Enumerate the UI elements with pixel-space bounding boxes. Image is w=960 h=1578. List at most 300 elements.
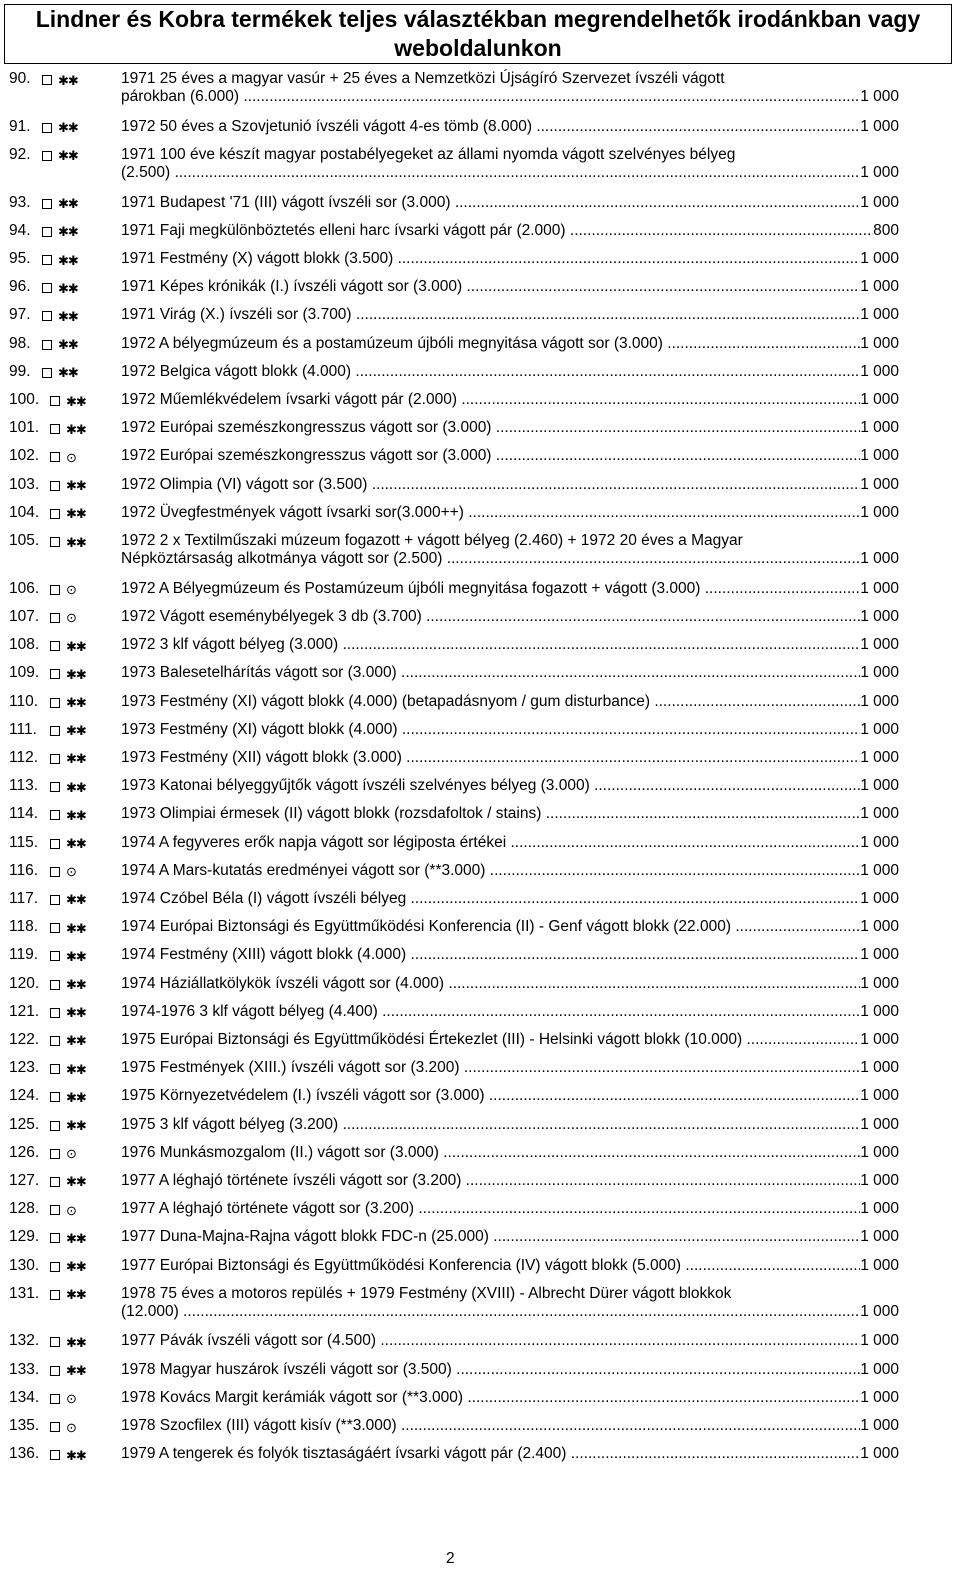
item-marks [50, 865, 76, 879]
item-text: 1975 3 klf vágott bélyeg (3.200) [121, 1115, 339, 1133]
double-asterisk-mint-icon: ✱✱ [66, 534, 86, 550]
page-number: 2 [446, 1550, 455, 1567]
item-price: 1 000 [860, 918, 899, 936]
item-description [121, 1059, 899, 1077]
item-marks [50, 978, 86, 992]
order-checkbox[interactable] [50, 1394, 60, 1404]
item-marks [42, 309, 78, 323]
double-asterisk-mint-icon: ✱✱ [66, 1118, 86, 1133]
item-price: 1 000 [860, 607, 899, 625]
order-checkbox[interactable] [50, 1262, 60, 1272]
dot-leader [183, 1303, 860, 1321]
order-checkbox[interactable] [50, 1149, 60, 1159]
item-description [121, 70, 899, 106]
item-description [121, 777, 899, 795]
item-price: 1 000 [860, 1171, 899, 1189]
item-marks [50, 837, 86, 851]
item-number: 126. [9, 1143, 40, 1161]
order-checkbox[interactable] [42, 123, 52, 133]
double-asterisk-mint-icon: ✱✱ [66, 807, 86, 823]
order-checkbox[interactable] [50, 698, 60, 708]
order-checkbox[interactable] [50, 754, 60, 764]
item-price: 1 000 [860, 1002, 899, 1020]
double-asterisk-mint-icon: ✱✱ [66, 1061, 86, 1077]
dot-leader [685, 1257, 860, 1275]
dot-leader [455, 194, 860, 212]
item-marks [50, 1420, 76, 1434]
item-description [121, 1144, 899, 1162]
item-text: 1973 Festmény (XII) vágott blokk (3.000) [121, 748, 402, 766]
order-checkbox[interactable] [50, 613, 60, 623]
dot-leader [401, 1417, 860, 1435]
item-marks [50, 611, 76, 625]
order-checkbox[interactable] [42, 340, 52, 350]
double-asterisk-mint-icon: ✱✱ [66, 638, 86, 654]
item-description [121, 419, 899, 437]
order-checkbox[interactable] [50, 980, 60, 990]
dot-leader [654, 693, 860, 711]
item-number: 98. [9, 334, 31, 352]
header-banner [4, 4, 952, 64]
item-description [121, 1257, 899, 1275]
item-text: 1972 Vágott eseménybélyegek 3 db (3.700) [121, 607, 422, 625]
order-checkbox[interactable] [50, 537, 60, 547]
item-description [121, 1389, 899, 1407]
item-price: 1 000 [860, 1200, 899, 1218]
item-text: 1974-1976 3 klf vágott bélyeg (4.400) [121, 1002, 378, 1020]
item-price: 1 000 [860, 1302, 899, 1320]
double-asterisk-mint-icon: ✱✱ [58, 337, 78, 353]
circled-dot-used-icon: ⊙ [66, 1202, 76, 1218]
item-number: 108. [9, 636, 40, 654]
item-text: 1971 Faji megkülönböztetés elleni harc ívsarki vágott pár (2.000) [121, 221, 566, 239]
item-price: 1 000 [860, 946, 899, 964]
item-price: 1 000 [860, 503, 899, 521]
dot-leader [382, 1003, 860, 1021]
double-asterisk-mint-icon: ✱✱ [66, 478, 86, 494]
item-text: 1972 Európai szemészkongresszus vágott sor (3.000) [121, 419, 492, 437]
item-marks [50, 949, 86, 963]
dot-leader [493, 1228, 860, 1246]
item-description [121, 391, 899, 409]
item-description [121, 194, 899, 212]
double-asterisk-mint-icon: ✱✱ [66, 836, 86, 851]
order-checkbox[interactable] [50, 1036, 60, 1046]
item-marks [42, 225, 78, 239]
order-checkbox[interactable] [50, 1092, 60, 1102]
double-asterisk-mint-icon: ✱✱ [66, 920, 86, 936]
double-asterisk-mint-icon: ✱✱ [58, 280, 78, 296]
order-checkbox[interactable] [50, 810, 60, 820]
item-marks [50, 535, 86, 549]
item-number: 132. [9, 1332, 40, 1350]
double-asterisk-mint-icon: ✱✱ [66, 1363, 86, 1379]
dot-leader [746, 1031, 860, 1049]
item-number: 107. [9, 607, 40, 625]
item-number: 116. [9, 861, 39, 879]
item-marks [42, 253, 78, 267]
item-text: 1974 Czóbel Béla (I) vágott ívszéli bélyeg [121, 889, 407, 907]
item-text: 1973 Festmény (XI) vágott blokk (4.000) (betapadásnyom / gum disturbance) [121, 692, 650, 710]
order-checkbox[interactable] [42, 255, 52, 265]
order-checkbox[interactable] [50, 481, 60, 491]
item-description [121, 1003, 899, 1021]
double-asterisk-mint-icon: ✱✱ [66, 393, 86, 409]
order-checkbox[interactable] [50, 1121, 60, 1131]
item-number: 120. [9, 974, 40, 992]
item-description [121, 363, 899, 381]
order-checkbox[interactable] [50, 1205, 60, 1215]
item-text: 1978 Magyar huszárok ívszéli vágott sor (3.500) [121, 1360, 452, 1378]
item-description [121, 636, 899, 654]
item-number: 101. [9, 419, 40, 437]
item-text: Népköztársaság alkotmánya vágott sor (2.500) [121, 550, 443, 567]
order-checkbox[interactable] [50, 726, 60, 736]
dot-leader [467, 1389, 860, 1407]
item-marks [50, 893, 86, 907]
item-text: 1973 Balesetelhárítás vágott sor (3.000) [121, 664, 397, 682]
item-description [121, 1361, 899, 1379]
order-checkbox[interactable] [50, 895, 60, 905]
item-price: 800 [873, 221, 899, 239]
item-number: 130. [9, 1256, 40, 1274]
double-asterisk-mint-icon: ✱✱ [66, 948, 86, 964]
item-description [121, 890, 899, 908]
item-marks [50, 450, 76, 464]
item-description [121, 278, 899, 296]
item-number: 136. [9, 1445, 40, 1463]
item-description [121, 946, 899, 964]
item-number: 121. [9, 1002, 40, 1020]
item-price: 1 000 [860, 1417, 899, 1434]
item-text: 1972 Európai szemészkongresszus vágott sor (3.000) [121, 447, 492, 465]
item-price: 1 000 [860, 1030, 899, 1048]
item-description [121, 1200, 899, 1218]
item-price: 1 000 [860, 391, 899, 408]
dot-leader [356, 306, 860, 324]
item-marks [50, 1448, 86, 1462]
item-price: 1 000 [860, 1228, 899, 1246]
double-asterisk-mint-icon: ✱✱ [66, 1287, 86, 1303]
item-number: 127. [9, 1171, 40, 1189]
dot-leader [243, 88, 860, 106]
item-number: 113. [9, 777, 39, 795]
dot-leader [401, 664, 860, 682]
item-text: 1974 A Mars-kutatás eredményei vágott sor (**3.000) [121, 861, 486, 879]
item-description [121, 580, 899, 598]
order-checkbox[interactable] [42, 227, 52, 237]
item-number: 122. [9, 1030, 40, 1048]
item-description [121, 306, 899, 324]
item-number: 92. [9, 145, 31, 163]
item-description [121, 805, 899, 823]
dot-leader [536, 118, 860, 136]
item-text: 1971 Virág (X.) ívszéli sor (3.700) [121, 306, 352, 324]
item-text: 1971 Budapest '71 (III) vágott ívszéli sor (3.000) [121, 193, 451, 211]
item-text: 1977 A léghajó története ívszéli vágott sor (3.200) [121, 1171, 462, 1189]
order-checkbox[interactable] [50, 867, 60, 877]
item-price: 1 000 [860, 550, 899, 567]
order-checkbox[interactable] [50, 1290, 60, 1300]
dot-leader [342, 636, 860, 654]
dot-leader [735, 918, 860, 936]
item-description [121, 1417, 899, 1435]
dot-leader [380, 1332, 860, 1350]
item-price: 1 000 [860, 306, 899, 324]
item-text: 1978 Szocfilex (III) vágott kisív (**3.000) [121, 1417, 397, 1434]
double-asterisk-mint-icon: ✱✱ [66, 723, 86, 739]
item-text: 1972 A bélyegmúzeum és a postamúzeum újbóli megnyitása vágott sor (3.000) [121, 334, 663, 352]
dot-leader [426, 608, 860, 626]
item-price: 1 000 [860, 1115, 899, 1133]
dot-leader [406, 749, 860, 767]
item-number: 110. [9, 692, 39, 710]
order-checkbox[interactable] [50, 452, 60, 462]
item-number: 123. [9, 1059, 40, 1077]
item-text: 1972 Üvegfestmények vágott ívsarki sor(3.000++) [121, 503, 464, 521]
item-marks [50, 1119, 86, 1133]
dot-leader [571, 1445, 860, 1463]
item-price: 1 000 [860, 117, 899, 135]
order-checkbox[interactable] [50, 1450, 60, 1460]
item-description [121, 532, 899, 568]
item-text: 1971 Festmény (X) vágott blokk (3.500) [121, 250, 394, 267]
dot-leader [342, 1116, 860, 1134]
dot-leader [398, 250, 861, 268]
item-description [121, 1445, 899, 1463]
double-asterisk-mint-icon: ✱✱ [66, 751, 86, 767]
item-description [121, 447, 899, 465]
item-text: 1976 Munkásmozgalom (II.) vágott sor (3.000) [121, 1143, 439, 1161]
item-description [121, 504, 899, 522]
item-marks [50, 479, 86, 493]
order-checkbox[interactable] [50, 951, 60, 961]
item-price: 1 000 [860, 447, 899, 465]
item-price: 1 000 [860, 475, 899, 493]
item-marks [50, 1288, 86, 1302]
item-description [121, 608, 899, 626]
order-checkbox[interactable] [42, 368, 52, 378]
item-marks [50, 1231, 86, 1245]
item-marks [50, 696, 86, 710]
double-asterisk-mint-icon: ✱✱ [66, 1005, 86, 1021]
item-price: 1 000 [860, 1143, 899, 1161]
item-marks [50, 639, 86, 653]
double-asterisk-mint-icon: ✱✱ [58, 72, 78, 88]
item-description [121, 250, 899, 268]
item-price: 1 000 [860, 579, 899, 597]
item-number: 106. [9, 579, 40, 597]
dot-leader [418, 1200, 860, 1218]
item-price: 1 000 [860, 833, 899, 851]
item-number: 104. [9, 503, 40, 521]
item-marks [42, 73, 78, 87]
item-number: 128. [9, 1200, 40, 1218]
order-checkbox[interactable] [42, 283, 52, 293]
order-checkbox[interactable] [42, 151, 52, 161]
item-text: 1977 A léghajó története vágott sor (3.200) [121, 1200, 414, 1218]
double-asterisk-mint-icon: ✱✱ [66, 892, 86, 908]
item-text: 1977 Duna-Majna-Rajna vágott blokk FDC-n (25.000) [121, 1228, 489, 1246]
item-number: 99. [9, 362, 31, 380]
item-text: 1973 Katonai bélyeggyűjtők vágott ívszéli szelvényes bélyeg (3.000) [121, 777, 590, 795]
dot-leader [490, 862, 860, 880]
item-description [121, 1285, 899, 1321]
item-marks [50, 752, 86, 766]
order-checkbox[interactable] [50, 1337, 60, 1347]
dot-leader [402, 721, 860, 739]
item-text: 1975 Festmények (XIII.) ívszéli vágott sor (3.200) [121, 1059, 460, 1077]
circled-dot-used-icon: ⊙ [66, 1146, 76, 1162]
item-price: 1 000 [860, 748, 899, 766]
item-marks [50, 1175, 86, 1189]
dot-leader [410, 946, 860, 964]
item-text: 1977 Pávák ívszéli vágott sor (4.500) [121, 1332, 377, 1350]
item-number: 125. [9, 1115, 40, 1133]
dot-leader [448, 975, 860, 993]
item-marks [42, 281, 78, 295]
item-number: 94. [9, 221, 31, 239]
item-description [121, 476, 899, 494]
item-price: 1 000 [860, 163, 899, 181]
order-checkbox[interactable] [50, 1064, 60, 1074]
item-price: 1 000 [860, 1256, 899, 1274]
item-price: 1 000 [860, 805, 899, 823]
item-marks [50, 808, 86, 822]
item-text: 1973 Olimpiai érmesek (II) vágott blokk (rozsdafoltok / stains) [121, 805, 542, 823]
item-marks [50, 1335, 86, 1349]
item-text: 1977 Európai Biztonsági és Együttműködési Konferencia (IV) vágott blokk (5.000) [121, 1256, 682, 1274]
double-asterisk-mint-icon: ✱✱ [66, 421, 86, 437]
order-checkbox[interactable] [50, 669, 60, 679]
double-asterisk-mint-icon: ✱✱ [58, 148, 78, 164]
dot-leader [489, 1087, 860, 1105]
item-marks [42, 197, 78, 211]
order-checkbox[interactable] [50, 1177, 60, 1187]
dot-leader [705, 580, 860, 598]
order-checkbox[interactable] [50, 396, 60, 406]
item-text: 1971 Képes krónikák (I.) ívszéli vágott sor (3.000) [121, 278, 463, 296]
item-price: 1 000 [860, 861, 899, 879]
dot-leader [461, 391, 860, 409]
item-marks [50, 1260, 86, 1274]
dot-leader [464, 1059, 860, 1077]
item-marks [50, 1364, 86, 1378]
item-number: 119. [9, 946, 39, 964]
dot-leader [355, 363, 860, 381]
double-asterisk-mint-icon: ✱✱ [66, 1089, 86, 1105]
item-marks [50, 1006, 86, 1020]
item-number: 105. [9, 532, 40, 549]
item-description [121, 834, 899, 852]
item-price: 1 000 [860, 636, 899, 654]
item-description [121, 1172, 899, 1190]
order-checkbox[interactable] [50, 1008, 60, 1018]
double-asterisk-mint-icon: ✱✱ [66, 506, 86, 522]
item-number: 129. [9, 1228, 40, 1246]
order-checkbox[interactable] [50, 641, 60, 651]
dot-leader [466, 278, 860, 296]
order-checkbox[interactable] [42, 75, 52, 85]
item-description [121, 862, 899, 880]
order-checkbox[interactable] [50, 923, 60, 933]
dot-leader [667, 335, 860, 353]
item-marks [50, 667, 86, 681]
item-marks [50, 394, 86, 408]
item-price: 1 000 [860, 974, 899, 992]
circled-dot-used-icon: ⊙ [66, 610, 76, 626]
item-description [121, 222, 899, 240]
item-description [121, 721, 899, 739]
item-marks [50, 422, 86, 436]
item-marks [50, 921, 86, 935]
order-checkbox[interactable] [50, 585, 60, 595]
order-checkbox[interactable] [50, 782, 60, 792]
dot-leader [456, 1361, 860, 1379]
item-number: 117. [9, 889, 39, 907]
item-number: 91. [9, 117, 31, 135]
item-number: 111. [9, 720, 37, 738]
item-price: 1 000 [860, 278, 899, 296]
item-marks [50, 1062, 86, 1076]
item-price: 1 000 [860, 692, 899, 710]
item-price: 1 000 [860, 88, 899, 105]
item-marks [50, 724, 86, 738]
item-text: 1978 Kovács Margit kerámiák vágott sor (**3.000) [121, 1388, 464, 1406]
circled-dot-used-icon: ⊙ [66, 1391, 76, 1407]
item-number: 100. [9, 391, 40, 408]
dot-leader [411, 890, 861, 908]
double-asterisk-mint-icon: ✱✱ [58, 196, 78, 212]
order-checkbox[interactable] [42, 199, 52, 209]
item-text: 1979 A tengerek és folyók tisztaságáért ívsarki vágott pár (2.400) [121, 1445, 567, 1463]
item-number: 96. [9, 278, 31, 296]
order-checkbox[interactable] [42, 311, 52, 321]
circled-dot-used-icon: ⊙ [66, 1419, 76, 1435]
double-asterisk-mint-icon: ✱✱ [58, 252, 78, 268]
item-text: 1972 Belgica vágott blokk (4.000) [121, 362, 352, 380]
order-checkbox[interactable] [50, 839, 60, 849]
item-number: 90. [9, 70, 31, 87]
item-description [121, 118, 899, 136]
item-number: 109. [9, 664, 40, 682]
item-text: 1974 Háziállatkölykök ívszéli vágott sor (4.000) [121, 974, 445, 992]
double-asterisk-mint-icon: ✱✱ [58, 120, 78, 136]
item-number: 103. [9, 475, 40, 493]
order-checkbox[interactable] [50, 424, 60, 434]
order-checkbox[interactable] [50, 1422, 60, 1432]
item-text: 1978 75 éves a motoros repülés + 1979 Festmény (XVIII) - Albrecht Dürer vágott blokkok [121, 1284, 732, 1302]
dot-leader [570, 222, 873, 240]
item-text: 1974 Európai Biztonsági és Együttműködési Konferencia (II) - Genf vágott blokk (22.000) [121, 918, 732, 936]
item-description [121, 1332, 899, 1350]
order-checkbox[interactable] [50, 1233, 60, 1243]
item-number: 124. [9, 1087, 40, 1105]
item-marks [50, 1392, 76, 1406]
order-checkbox[interactable] [50, 1366, 60, 1376]
item-marks [42, 121, 78, 135]
item-price: 1 000 [860, 419, 899, 437]
item-description [121, 1031, 899, 1049]
order-checkbox[interactable] [50, 509, 60, 519]
item-description [121, 1228, 899, 1246]
circled-dot-used-icon: ⊙ [66, 449, 76, 465]
item-number: 135. [9, 1417, 40, 1434]
item-price: 1 000 [860, 664, 899, 682]
item-number: 134. [9, 1388, 40, 1406]
item-price: 1 000 [860, 889, 899, 907]
item-marks [42, 338, 78, 352]
